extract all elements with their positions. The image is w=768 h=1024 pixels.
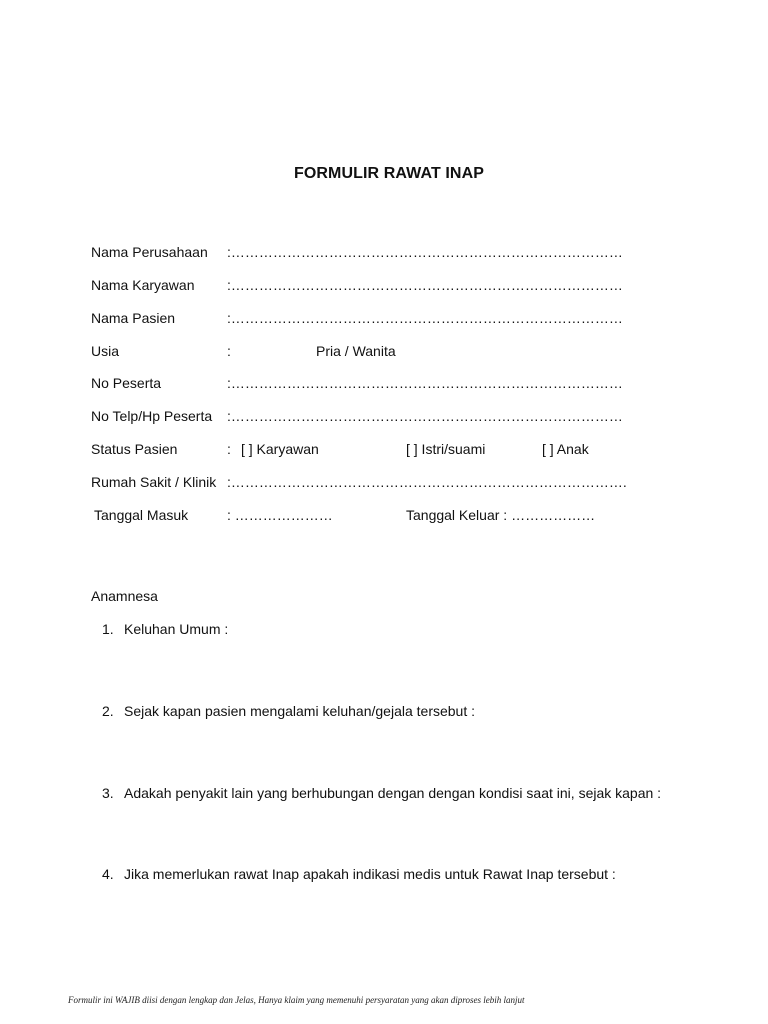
field-tanggal-masuk[interactable]: : ………………… xyxy=(227,507,333,523)
question-number: 2. xyxy=(102,703,114,719)
label-tanggal-masuk: Tanggal Masuk xyxy=(94,507,189,523)
question-indikasi-medis: Jika memerlukan rawat Inap apakah indikasi medis untuk Rawat Inap tersebut : xyxy=(124,866,616,882)
question-penyakit-lain: Adakah penyakit lain yang berhubungan dengan dengan kondisi saat ini, sejak kapan : xyxy=(124,785,662,801)
field-tanggal-keluar[interactable]: Tanggal Keluar : ……………… xyxy=(406,507,596,523)
anamnesa-heading: Anamnesa xyxy=(91,588,158,604)
usia-gender-options[interactable]: Pria / Wanita xyxy=(316,343,396,359)
field-nama-karyawan[interactable]: :………………………………………………………………………… xyxy=(227,277,623,293)
checkbox-istri-suami[interactable]: [ ] Istri/suami xyxy=(406,441,486,457)
label-nama-pasien: Nama Pasien xyxy=(91,310,176,326)
field-nama-pasien[interactable]: :………………………………………………………………………… xyxy=(227,310,623,326)
question-number: 4. xyxy=(102,866,114,882)
usia-colon: : xyxy=(227,343,231,359)
label-nama-perusahaan: Nama Perusahaan xyxy=(91,244,208,260)
label-rumah-sakit: Rumah Sakit / Klinik xyxy=(91,474,217,490)
checkbox-anak[interactable]: [ ] Anak xyxy=(542,441,589,457)
checkbox-karyawan[interactable]: [ ] Karyawan xyxy=(241,441,319,457)
question-number: 1. xyxy=(102,621,114,637)
question-sejak-kapan: Sejak kapan pasien mengalami keluhan/gejala tersebut : xyxy=(124,703,476,719)
question-keluhan-umum: Keluhan Umum : xyxy=(124,621,229,637)
question-number: 3. xyxy=(102,785,114,801)
form-title: FORMULIR RAWAT INAP xyxy=(293,165,485,182)
status-colon: : xyxy=(227,441,231,457)
field-no-telp[interactable]: :………………………………………………………………………… xyxy=(227,408,623,424)
field-no-peserta[interactable]: :………………………………………………………………………… xyxy=(227,375,623,391)
field-rumah-sakit[interactable]: :…………………………………………………………………………. xyxy=(227,474,627,490)
label-nama-karyawan: Nama Karyawan xyxy=(91,277,195,293)
label-no-telp: No Telp/Hp Peserta xyxy=(91,408,213,424)
label-usia: Usia xyxy=(91,343,120,359)
field-nama-perusahaan[interactable]: :………………………………………………………………………… xyxy=(227,244,623,260)
footer-note: Formulir ini WAJIB diisi dengan lengkap dan Jelas, Hanya klaim yang memenuhi persyaratan yang akan diproses lebih lanjut xyxy=(68,995,525,1005)
label-status-pasien: Status Pasien xyxy=(91,441,178,457)
label-no-peserta: No Peserta xyxy=(91,375,162,391)
